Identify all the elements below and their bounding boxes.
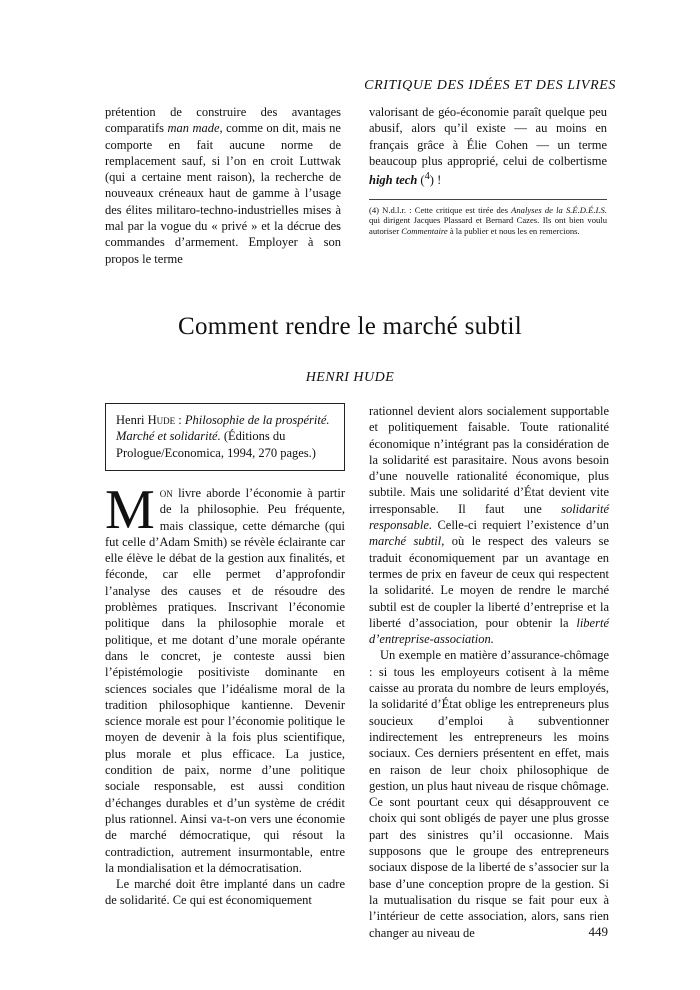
drop-cap: M (105, 479, 155, 541)
previous-article-paragraph: prétention de construire des avantages comparatifs man made, comme on dit, mais ne comporte en fait aucune norme de remplacement sauf, si l’on en croit Luttwak (qui a certaine ment raison), la recherche de nouveaux créneaux haut de gamme à l’usage des élites militaro-techno-industrielles mises à mal par la vogue du « privé » et la décrue des commandes d’armement. Employer à son propos le terme (105, 105, 341, 266)
page-number: 449 (588, 924, 608, 939)
article-right-column (369, 403, 609, 941)
article-paragraph: Le marché doit être implanté dans un cadre de solidarité. Ce qui est économiquement (105, 877, 345, 908)
article-paragraph: Un exemple en matière d’assurance-chômage : si tous les employeurs cotisent à la même caisse au prorata du nombre de leurs employés, la solidarité d’État oblige les entrepreneurs plus soucieux d’emploi à subventionner indirectement les entrepreneurs les moins sociaux. Ces derniers présentent en effet, mais en raison de leur choix philosophique de gestion, un plus haut niveau de risque chômage. Ce sont pourtant ceux qui désapprouvent ce choix qui sont obligés de payer une plus grosse part des sinistres qu’il occasionne. Mais supposons que le groupe des entrepreneurs sociaux dispose de la liberté de s’associer sur la base d’une conception propre de la gestion. Si la mutualisation du risque se fait pour eux à l’intérieur de cette association, alors, sans rien changer au niveau de (369, 648, 609, 940)
book-reference-box: Henri Hude : Philosophie de la prospérité. Marché et solidarité. (Éditions du Prologue/Economica, 1994, 270 pages.) (105, 403, 345, 471)
article-title: Comment rendre le marché subtil (178, 313, 522, 340)
previous-article-paragraph: valorisant de géo-économie paraît quelque peu abusif, alors qu’il existe — au moins en français grâce à Élie Cohen — un terme beaucoup plus approprié, celui de colbertisme high tech ($^4$) ! (369, 105, 607, 188)
article-paragraph: rationnel devient alors socialement supportable et politiquement faisable. Toute rationalité économique n’intégrant pas la considération de la solidarité est parasitaire. Nous avons besoin d’une nouvelle rationalité économique, plus subtile. Mais une solidarité d’État devient vite irresponsable. Il faut une solidarité responsable. Celle-ci requiert l’existence d’un marché subtil, où le respect des valeurs se traduit économiquement par un avantage en termes de prix en faveur de ceux qui respectent la solidarité. Le moyen de rendre le marché subtil est de coupler la liberté d’entreprise et la liberté d’association, pour obtenir la liberté d’entreprise-association. (369, 404, 609, 647)
footnote: (4) N.d.l.r. : Cette critique est tirée des Analyses de la S.É.D.É.I.S. qui dirigent Jacques Plassard et Bernard Cazes. Ils ont bien voulu autoriser Commentaire à la publier et nous les en remercions. (369, 199, 607, 237)
first-paragraph-text: on livre aborde l’économie à partir de la philosophie. Peu fréquente, mais classique, cette démarche (qui fut celle d’Adam Smith) se révèle éclairante car elle élève le débat de la gestion aux finalités, et féconde, car elle permet d’approfondir l’analyse des causes et de résoudre des problèmes pratiques. Inscrivant l’économie politique dans la philosophie morale et politique, et me dotant d’une morale opérante dans le concret, je conteste aussi bien l’épistémologie positiviste dominante en sciences sociales que l’idéalisme moral de la tradition philosophique kantienne. Devenir science morale est pour l’économie politique le moyen de devenir à la fois plus scientifique, plus morale et plus efficace. La justice, condition de paix, norme d’une politique sociale responsable, est aussi condition d’échanges durables et d’un système de crédit plus rationnel. Ainsi va-t-on vers une économie de marché démocratique, qui résout la contradiction, autrement insurmontable, entre la mondialisation et la démocratisation. (105, 486, 345, 875)
article-author: HENRI HUDE (305, 370, 395, 385)
previous-article-right-column (369, 104, 607, 236)
article-paragraph (105, 479, 345, 876)
article-left-column (105, 479, 345, 909)
running-head: CRITIQUE DES IDÉES ET DES LIVRES (364, 78, 616, 93)
previous-article-left-column (105, 104, 341, 267)
